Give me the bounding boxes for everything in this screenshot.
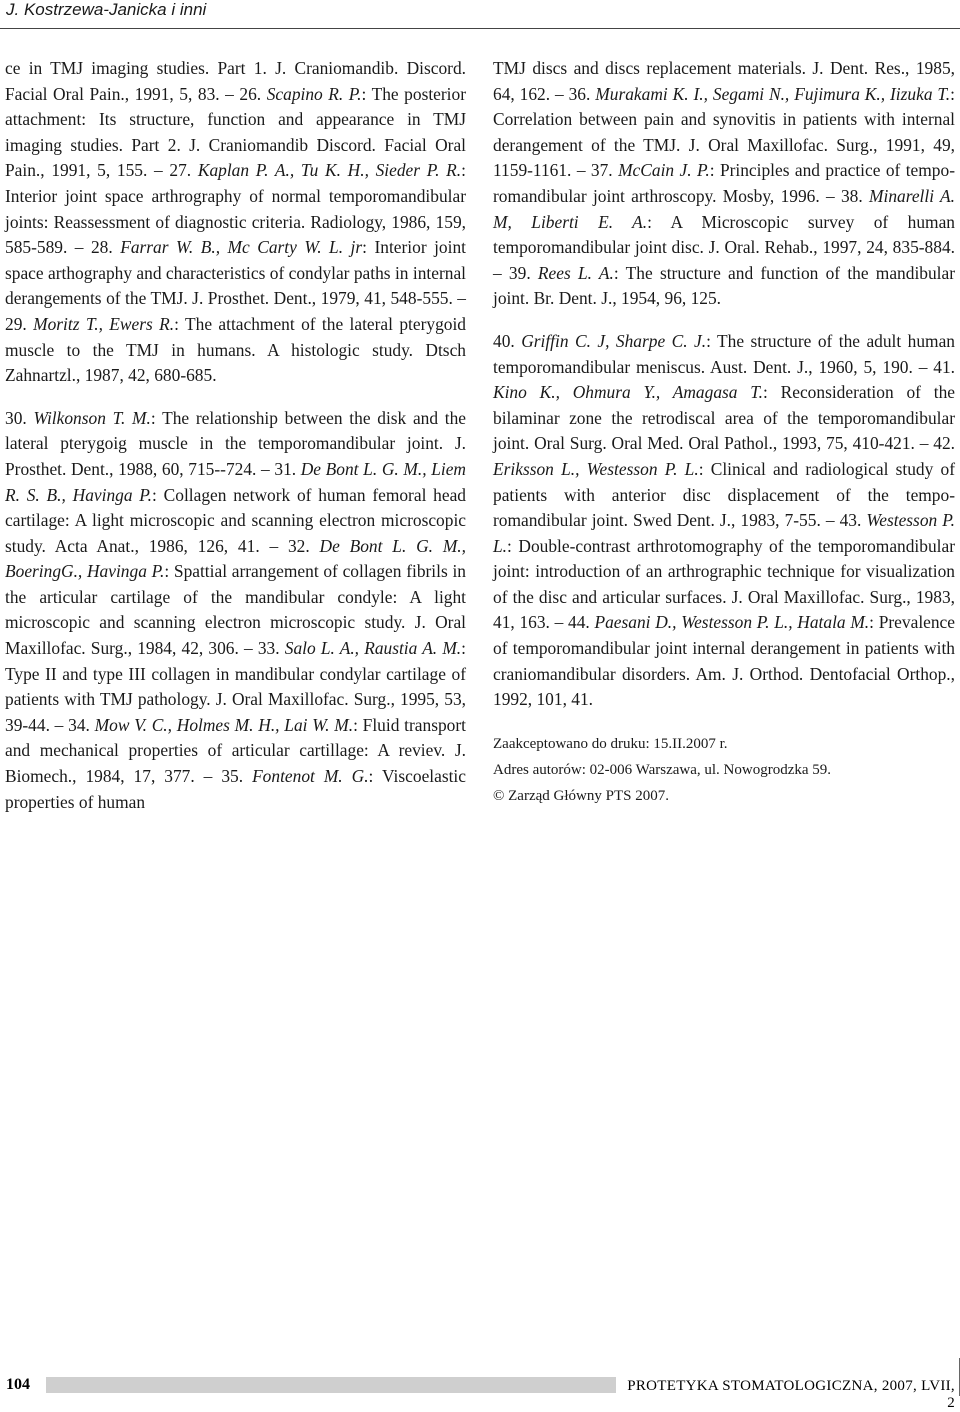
reference-paragraph [493,56,955,312]
reference-paragraph [5,56,466,389]
author-names: Westesson P. L. [493,510,955,556]
author-names: Farrar W. B., Mc Carty W. L. jr [120,237,363,258]
reference-text: : Interior joint space arthography and characteristics of condylar paths in internal derangements of the TMJ. J. Prosthet. Dent., 1979, 41, 548-555. – 29. [5,237,466,334]
page-number-box [0,1375,46,1395]
author-names: Minarelli A. M, Liberti E. A. [493,185,955,232]
author-names: Salo L. A., Raustia A. M. [284,638,462,659]
reference-text: : The attachment of the lateral pterygoid muscle to the TMJ in humans. A histologic study. Dtsch Zahnartzl., 1987, 42, 680-685. [5,313,466,386]
reference-text: : Clinical and radiological study of patients with anterior disc displacement of the temporomandibular joint. Swed Dent. J., 1983, 7-55. – 43. [493,458,956,531]
reference-paragraph [493,329,955,713]
reference-text: ce in TMJ imaging studies. Part 1. J. Craniomandib. Discord. Facial Oral Pain., 1991, 5, 83. – 26. [5,58,466,104]
reference-text: 40. [493,330,522,351]
header-divider [0,28,960,29]
reference-paragraph [5,406,466,816]
reference-text: : The structure of the adult human temporomandibular meniscus. Aust. Dent. J., 1960, 5, 190. – 41. [493,330,955,377]
left-column [5,56,466,815]
author-names: Scapino R. P. [266,83,362,104]
author-names: De Bont L. G. M., Liem R. S. B., Havinga P. [5,458,466,505]
reference-text: : The relationship between the disk and the lateral pterygoig muscle in the temporomandibular joint. J. Prosthet. Dent., 1988, 60, 715--724. – 31. [5,407,467,479]
reference-text: TMJ discs and discs replacement materials. J. Dent. Res., 1985, 64, 162. – 36. [493,58,955,104]
reference-text: : Reconsideration of the bilaminar zone the retrodiscal area of the temporomandibular joint. Oral Surg. Oral Med. Oral Pathol., 1993, 75, 410-421. – 42. [493,382,955,454]
author-names: Rees L. A. [537,262,614,283]
copyright-notice: © Zarząd Główny PTS 2007. [493,787,669,804]
reference-text: : Interior joint space arthrography of normal temporomandibular joints: Reassessment of diagnostic criteria. Radiology, 1986, 159, 585-589. – 28. [5,160,466,258]
author-names: Fontenot M. G. [252,766,369,787]
journal-name: PROTETYKA STOMATOLOGICZNA, 2007, LVII, 2 [627,1378,955,1411]
footer-bar [46,1377,616,1393]
author-names: De Bont L. G. M., BoeringG., Havinga P. [5,535,467,582]
author-names: Kino K., Ohmura Y., Amagasa T. [493,382,764,403]
article-footnote [493,731,955,809]
author-names: Mow V. C., Holmes M. H., Lai W. M. [94,714,354,735]
author-names: Moritz T., Ewers R. [33,313,175,334]
right-column [493,56,955,809]
reference-text: : A Microscopic survey of human temporomandibular joint disc. J. Oral. Rehab., 1997, 24, 835-884. – 39. [493,211,955,283]
author-names: Murakami K. I., Segami N., Fujimura K., Iizuka T. [595,83,951,104]
author-address: Adres autorów: 02-006 Warszawa, ul. Nowogrodzka 59. [493,761,832,778]
reference-text: : The posterior attachment: Its structure, function and appearance in TMJ imaging studies. Part 2. J. Craniomandib Discord. Facial Oral Pain., 1991, 5, 155. – 27. [5,83,466,181]
acceptance-date: Zaakceptowano do druku: 15.II.2007 r. [493,735,728,752]
page-number: 104 [6,1376,30,1393]
reference-text: 30. [5,407,34,428]
author-names: Paesani D., Westesson P. L., Hatala M. [594,612,870,633]
reference-text: : Viscoelastic properties of human [5,766,466,812]
running-header: J. Kostrzewa-Janicka i inni [6,0,207,19]
author-names: Eriksson L., Westesson P. L. [493,458,699,479]
reference-text: : Double-contrast arthrotomography of the temporomandibular joint: introduction of an arthrographic technique for visualization of the disc and articular surfaces. J. Oral Maxillofac. Surg., 1983, 41, 163. – 44. [493,535,955,633]
reference-text: : Type II and type III collagen in mandibular condylar cartilage of patients with TMJ pathology. J. Oral Maxillofac. Surg., 1995, 53, 39-44. – 34. [5,638,467,735]
reference-text: : The structure and function of the mandibular joint. Br. Dent. J., 1954, 96, 125. [493,262,956,309]
reference-text: : Spattial arrangement of collagen fibrils in the articular cartilage of the mandibular condyle: A light microscopic and scanning electron microscopic study. J. Oral Maxillofac. Surg., 1984, 42, 306. – 33. [5,561,466,659]
author-names: McCain J. P. [618,160,710,181]
reference-text: : Correlation between pain and synovitis in patients with internal derangement of the TMJ. J. Oral Maxillofac. Surg., 1991, 49, 1159-1161. – 37. [493,83,955,181]
reference-text: : Collagen network of human femoral head cartilage: A light microscopic and scanning electron microscopic study. Acta Anat., 1986, 126, 41. – 32. [5,484,466,556]
page-footer [0,1375,960,1411]
reference-text: : Principles and practice of temporomandibular joint arthroscopy. Mosby, 1996. – 38. [493,160,955,206]
reference-text: : Fluid transport and mechanical properties of articular cartillage: A reviev. J. Biomech., 1984, 17, 377. – 35. [5,714,466,787]
author-names: Wilkonson T. M. [33,407,151,428]
author-names: Kaplan P. A., Tu K. H., Sieder P. R. [197,160,462,181]
reference-text: : Prevalence of temporomandibular joint internal derangement in patients with craniomandibular disorders. Am. J. Orthod. Dentofacial Orthop., 1992, 101, 41. [493,612,955,710]
author-names: Griffin C. J, Sharpe C. J. [521,330,707,351]
